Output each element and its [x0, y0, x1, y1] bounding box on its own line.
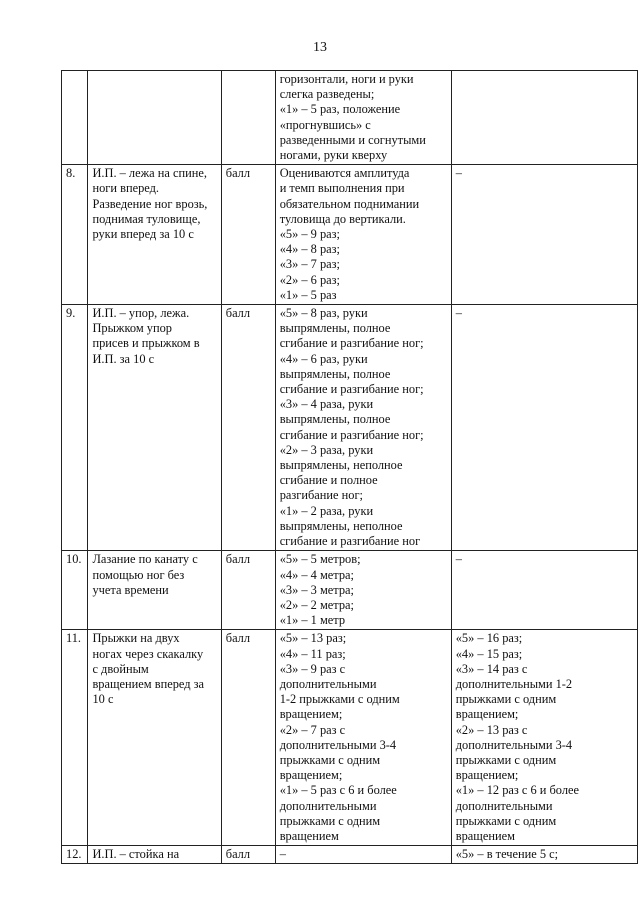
criteria-cell — [275, 71, 451, 165]
text-line: «3» – 7 раз; — [279, 257, 340, 272]
text-line: сгибание и полное — [279, 473, 378, 488]
text-line: 10 с — [92, 692, 114, 707]
table-row — [62, 630, 638, 846]
exercise-cell — [88, 165, 221, 305]
extra-criteria-cell — [451, 71, 637, 165]
text-line: Оцениваются амплитуда — [279, 166, 410, 181]
text-line: – — [455, 552, 462, 567]
unit-cell — [221, 71, 275, 165]
exercise-cell — [88, 630, 221, 846]
text-line: «1» – 12 раз с 6 и более — [455, 783, 580, 798]
text-line: сгибание и разгибание ног; — [279, 427, 424, 442]
text-line: «5» – 13 раз; — [279, 631, 347, 646]
text-line: сгибание и разгибание ног; — [279, 336, 424, 351]
text-line: «2» – 13 раз с — [455, 722, 528, 737]
text-line: вращением; — [279, 707, 343, 722]
table-row — [62, 165, 638, 305]
text-line: «1» – 2 раза, руки — [279, 503, 374, 518]
text-line: «1» – 5 раз, положение — [279, 102, 401, 117]
text-line: «5» – 16 раз; — [455, 631, 523, 646]
text-line: «3» – 9 раз с — [279, 661, 346, 676]
text-line: ногами, руки кверху — [279, 148, 388, 163]
text-line: с двойным — [92, 661, 149, 676]
text-line: «2» – 2 метра; — [279, 597, 355, 612]
unit-cell: балл — [221, 165, 275, 305]
text-line: «4» – 4 метра; — [279, 567, 355, 582]
text-line: дополнительными — [279, 676, 377, 691]
text-line: «2» – 3 раза, руки — [279, 442, 374, 457]
text-line: вращением вперед за — [92, 676, 205, 691]
text-line: И.П. за 10 с — [92, 351, 155, 366]
text-line: ногах через скакалку — [92, 646, 204, 661]
text-line: дополнительными 1-2 — [455, 676, 573, 691]
text-line: «2» – 6 раз; — [279, 272, 340, 287]
page-number: 13 — [313, 40, 327, 55]
text-line: помощью ног без — [92, 567, 185, 582]
row-number-cell: 9. — [62, 305, 88, 551]
text-line: «3» – 4 раза, руки — [279, 397, 374, 412]
table-row — [62, 551, 638, 630]
text-line: присев и прыжком в — [92, 336, 200, 351]
text-line: Прыжки на двух — [92, 631, 180, 646]
text-line: «2» – 7 раз с — [279, 722, 346, 737]
row-number-cell: 11. — [62, 630, 88, 846]
text-line: разгибание ног; — [279, 488, 364, 503]
text-line: учета времени — [92, 582, 169, 597]
text-line: прыжками с одним — [455, 692, 557, 707]
standards-table — [61, 70, 638, 864]
text-line: «5» – 8 раз, руки — [279, 306, 368, 321]
unit-cell: балл — [221, 846, 275, 864]
criteria-cell — [275, 846, 451, 864]
text-line: И.П. – упор, лежа. — [92, 306, 190, 321]
text-line: руки вперед за 10 с — [92, 227, 194, 242]
text-line: вращением; — [455, 768, 519, 783]
unit-cell: балл — [221, 551, 275, 630]
text-line: Разведение ног врозь, — [92, 196, 208, 211]
text-line: выпрямлены, полное — [279, 366, 391, 381]
text-line: прыжками с одним — [455, 752, 557, 767]
table-row — [62, 71, 638, 165]
text-line: горизонтали, ноги и руки — [279, 72, 414, 86]
text-line: прыжками с одним — [279, 813, 381, 828]
text-line: дополнительными 3-4 — [455, 737, 573, 752]
text-line: обязательном поднимании — [279, 196, 420, 211]
text-line: вращением; — [455, 707, 519, 722]
text-line: «4» – 6 раз, руки — [279, 351, 368, 366]
text-line: поднимая туловище, — [92, 211, 201, 226]
text-line: И.П. – лежа на спине, — [92, 166, 207, 181]
text-line: сгибание и разгибание ног — [279, 534, 421, 549]
text-line: – — [455, 166, 462, 181]
criteria-cell — [275, 630, 451, 846]
text-line: вращением — [455, 828, 515, 843]
text-line: дополнительными — [455, 798, 553, 813]
text-line: вращением — [279, 828, 339, 843]
text-line: прыжками с одним — [279, 752, 381, 767]
text-line: выпрямлены, неполное — [279, 518, 403, 533]
text-line: «1» – 5 раз — [279, 287, 337, 302]
row-number-cell: 8. — [62, 165, 88, 305]
text-line: «4» – 8 раз; — [279, 242, 340, 257]
text-line: «4» – 15 раз; — [455, 646, 523, 661]
text-line: слегка разведены; — [279, 87, 375, 102]
text-line: «3» – 3 метра; — [279, 582, 355, 597]
row-number-cell: 10. — [62, 551, 88, 630]
exercise-cell — [88, 305, 221, 551]
text-line: выпрямлены, полное — [279, 412, 391, 427]
unit-cell: балл — [221, 630, 275, 846]
text-line: прыжками с одним — [455, 813, 557, 828]
text-line: – — [279, 847, 286, 862]
extra-criteria-cell — [451, 551, 637, 630]
exercise-cell — [88, 71, 221, 165]
text-line: И.П. – стойка на — [92, 847, 180, 862]
text-line: Лазание по канату с — [92, 552, 198, 567]
table-row — [62, 846, 638, 864]
text-line: «прогнувшись» с — [279, 117, 371, 132]
row-number-cell: 12. — [62, 846, 88, 864]
text-line: Прыжком упор — [92, 321, 172, 336]
criteria-cell — [275, 305, 451, 551]
exercise-cell — [88, 551, 221, 630]
text-line: «1» – 5 раз с 6 и более — [279, 783, 397, 798]
text-line: туловища до вертикали. — [279, 211, 406, 226]
text-line: «5» – в течение 5 с; — [455, 847, 559, 862]
row-number-cell — [62, 71, 88, 165]
text-line: «5» – 9 раз; — [279, 227, 340, 242]
text-line: ноги вперед. — [92, 181, 160, 196]
text-line: «5» – 5 метров; — [279, 552, 361, 567]
table-row — [62, 305, 638, 551]
text-line: разведенными и согнутыми — [279, 132, 426, 147]
text-line: выпрямлены, полное — [279, 321, 391, 336]
extra-criteria-cell — [451, 846, 637, 864]
unit-cell: балл — [221, 305, 275, 551]
text-line: вращением; — [279, 768, 343, 783]
criteria-cell — [275, 165, 451, 305]
text-line: и темп выполнения при — [279, 181, 405, 196]
criteria-cell — [275, 551, 451, 630]
exercise-cell — [88, 846, 221, 864]
table-body — [62, 71, 638, 864]
extra-criteria-cell — [451, 305, 637, 551]
extra-criteria-cell — [451, 630, 637, 846]
extra-criteria-cell — [451, 165, 637, 305]
text-line: «4» – 11 раз; — [279, 646, 346, 661]
text-line: «3» – 14 раз с — [455, 661, 528, 676]
text-line: – — [455, 306, 462, 321]
text-line: 1-2 прыжками с одним — [279, 692, 400, 707]
text-line: дополнительными — [279, 798, 377, 813]
text-line: дополнительными 3-4 — [279, 737, 397, 752]
text-line: выпрямлены, неполное — [279, 458, 403, 473]
text-line: «1» – 1 метр — [279, 613, 346, 628]
text-line: сгибание и разгибание ног; — [279, 382, 424, 397]
